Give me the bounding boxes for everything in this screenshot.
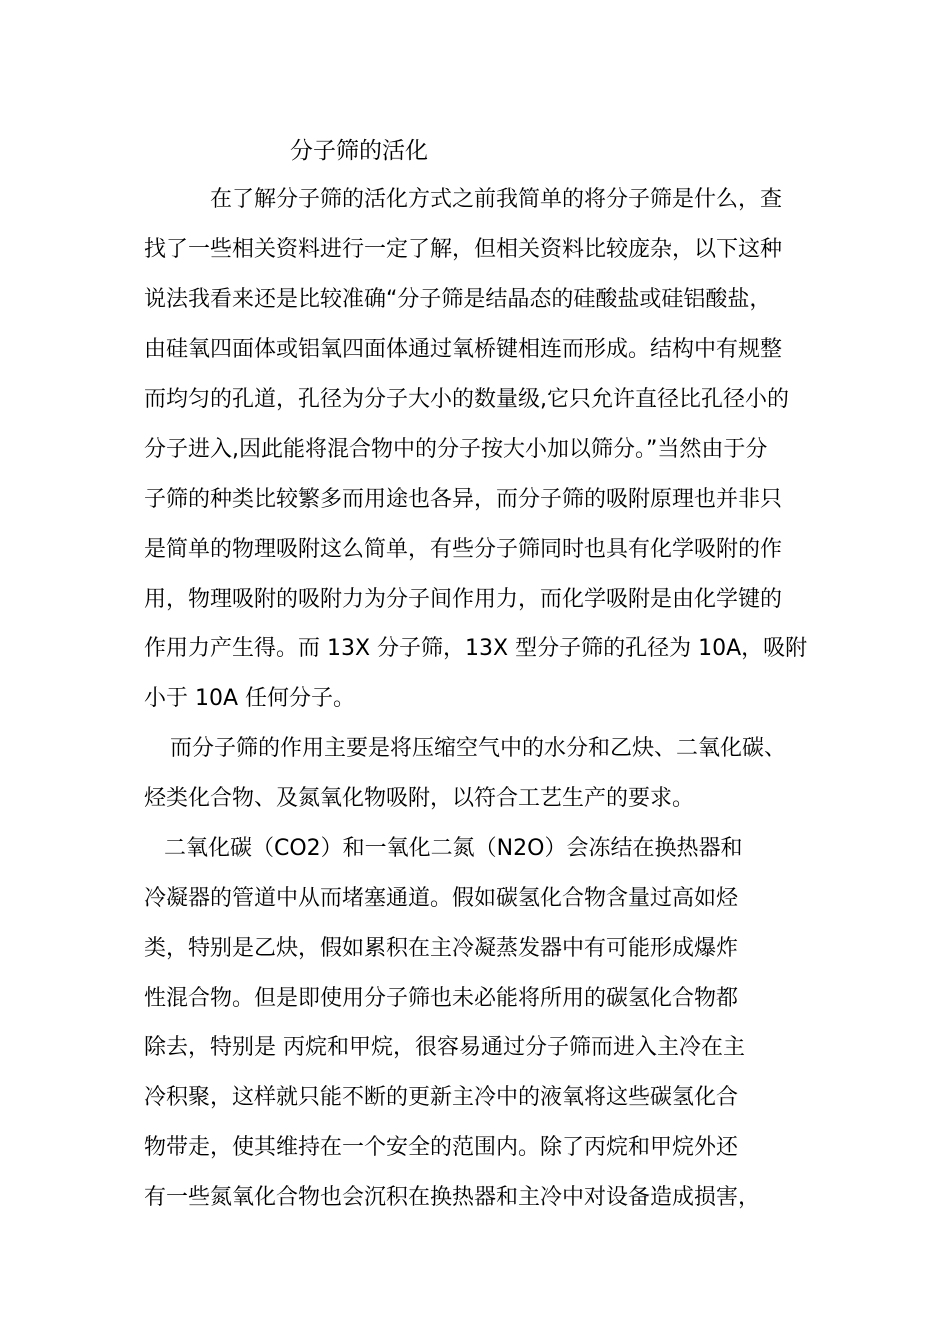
text-line: 作用力产生得。而 13X 分子筛，13X 型分子筛的孔径为 10A，吸附 [144,636,808,661]
text-line: 有一些氮氧化合物也会沉积在换热器和主冷中对设备造成损害， [144,1185,761,1210]
document-title: 分子筛的活化 [290,138,428,164]
text-line: 物带走，使其维持在一个安全的范围内。除了丙烷和甲烷外还 [144,1135,739,1160]
text-line: 说法我看来还是比较准确“分子筛是结晶态的硅酸盐或硅铝酸盐， [144,287,772,312]
text-line: 由硅氧四面体或铝氧四面体通过氧桥键相连而形成。结构中有规整 [144,337,783,362]
text-line: 冷凝器的管道中从而堵塞通道。假如碳氢化合物含量过高如烃 [144,886,739,911]
text-line: 烃类化合物、及氮氧化物吸附，以符合工艺生产的要求。 [144,786,695,811]
text-line: 用，物理吸附的吸附力为分子间作用力，而化学吸附是由化学键的 [144,587,783,612]
text-line: 在了解分子筛的活化方式之前我简单的将分子筛是什么，查 [210,187,783,212]
text-line: 小于 10A 任何分子。 [144,686,356,711]
text-line: 除去，特别是 丙烷和甲烷，很容易通过分子筛而进入主冷在主 [144,1035,745,1060]
text-line: 分子进入,因此能将混合物中的分子按大小加以筛分。”当然由于分 [144,437,768,462]
text-line: 找了一些相关资料进行一定了解，但相关资料比较庞杂，以下这种 [144,237,783,262]
text-line: 冷积聚，这样就只能不断的更新主冷中的液氧将这些碳氢化合 [144,1085,739,1110]
text-line: 性混合物。但是即使用分子筛也未必能将所用的碳氢化合物都 [144,986,739,1011]
text-line: 类，特别是乙炔，假如累积在主冷凝蒸发器中有可能形成爆炸 [144,936,739,961]
text-line: 是简单的物理吸附这么简单，有些分子筛同时也具有化学吸附的作 [144,537,783,562]
text-line: 二氧化碳（CO2）和一氧化二氮（N2O）会冻结在换热器和 [164,836,743,861]
text-line: 子筛的种类比较繁多而用途也各异，而分子筛的吸附原理也并非只 [144,487,783,512]
text-line: 而均匀的孔道，孔径为分子大小的数量级,它只允许直径比孔径小的 [144,387,789,412]
text-line: 而分子筛的作用主要是将压缩空气中的水分和乙炔、二氧化碳、 [170,736,787,761]
